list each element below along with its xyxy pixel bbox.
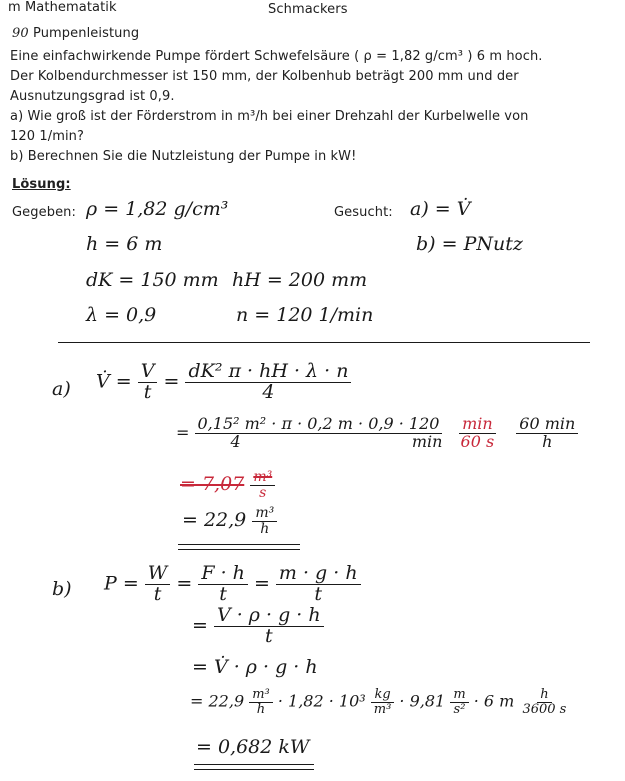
part-a-line-1: V̇ = $\frac{V}{t}$ = $\frac{\text{dK² π · hH · λ · n}}{4}$ — [96, 362, 351, 403]
part-b-line-3: = V̇ · ρ · g · h — [192, 656, 318, 678]
fraction-formula: $\frac{\text{dK² π · hH · λ · n}}{4}$ — [185, 362, 351, 403]
result-a-double-underline — [178, 544, 300, 550]
given-h: h = 6 m — [86, 233, 163, 255]
part-b-line-2: = $\frac{V \cdot \rho \cdot g \cdot h}{t}$ — [192, 606, 324, 647]
conversion-60min-per-h: $\frac{60 \min}{h}$ — [516, 416, 578, 451]
task-number: 90 — [12, 26, 29, 41]
sought-a: a) = V̇ — [410, 198, 471, 220]
part-a-line-2: = 0,15² m² · π · 0,2 m · 0,9 · 120 4 min $\frac{\min}{60 s}$ $\frac{60 \min}{h}$ — [176, 416, 578, 451]
given-dk: dK = 150 mm — [86, 269, 219, 291]
task-line-3: Ausnutzungsgrad ist 0,9. — [10, 89, 175, 104]
fraction-numeric: 0,15² m² · π · 0,2 m · 0,9 · 120 4 min — [195, 416, 443, 451]
given-lambda: λ = 0,9 — [86, 304, 157, 326]
given-n: n = 120 1/min — [236, 304, 374, 326]
conversion-min-per-60s: $\frac{\min}{60 s}$ — [460, 414, 495, 451]
question-b: b) Berechnen Sie die Nutzleistung der Pumpe in kW! — [10, 149, 357, 164]
part-b-line-4: = 22,9 $\frac{\text{m³}}{h}$ · 1,82 · 10³ $\frac{kg}{\text{m³}}$ · 9,81 $\frac{m}{\text{s²}}$ · 6 m $\frac{h}{3600 s}$ — [190, 687, 567, 717]
task-line-1: Eine einfachwirkende Pumpe fördert Schwefelsäure ( ρ = 1,82 g/cm³ ) 6 m hoch. — [10, 49, 543, 64]
header-subject: m Mathematatik — [8, 0, 117, 15]
sought-label: Gesucht: — [334, 205, 393, 220]
sought-b: b) = PNutz — [416, 233, 523, 255]
part-b-result: = 0,682 kW — [196, 736, 310, 758]
task-title: Pumpenleistung — [32, 26, 140, 41]
separator-line — [58, 342, 590, 343]
question-a-line-1: a) Wie groß ist der Förderstrom in m³/h bei einer Drehzahl der Kurbelwelle von — [10, 109, 529, 124]
given-hH: hH = 200 mm — [232, 269, 368, 291]
task-heading — [12, 26, 139, 41]
part-a-result: = 22,9 $\frac{\text{m³}}{h}$ — [182, 506, 277, 536]
task-line-2: Der Kolbendurchmesser ist 150 mm, der Kolbenhub beträgt 200 mm und der — [10, 69, 519, 84]
part-a-lhs: V̇ = — [96, 370, 132, 393]
given-label: Gegeben: — [12, 205, 76, 220]
fraction-v-over-t: $\frac{V}{t}$ — [138, 362, 158, 403]
result-b-double-underline — [194, 764, 314, 770]
given-rho: ρ = 1,82 g/cm³ — [86, 198, 229, 220]
question-a-line-2: 120 1/min? — [10, 129, 85, 144]
part-b-line-1: P = $\frac{W}{t}$ = $\frac{F \cdot h}{t}$ = $\frac{m \cdot g \cdot h}{t}$ — [104, 564, 361, 605]
header-author: Schmackers — [268, 2, 348, 17]
part-a-wrong-result: = 7,07 $\frac{\text{m³}}{s}$ — [180, 470, 275, 500]
part-a-label: a) — [52, 378, 71, 400]
part-b-label: b) — [52, 578, 72, 600]
solution-heading: Lösung: — [12, 177, 71, 192]
